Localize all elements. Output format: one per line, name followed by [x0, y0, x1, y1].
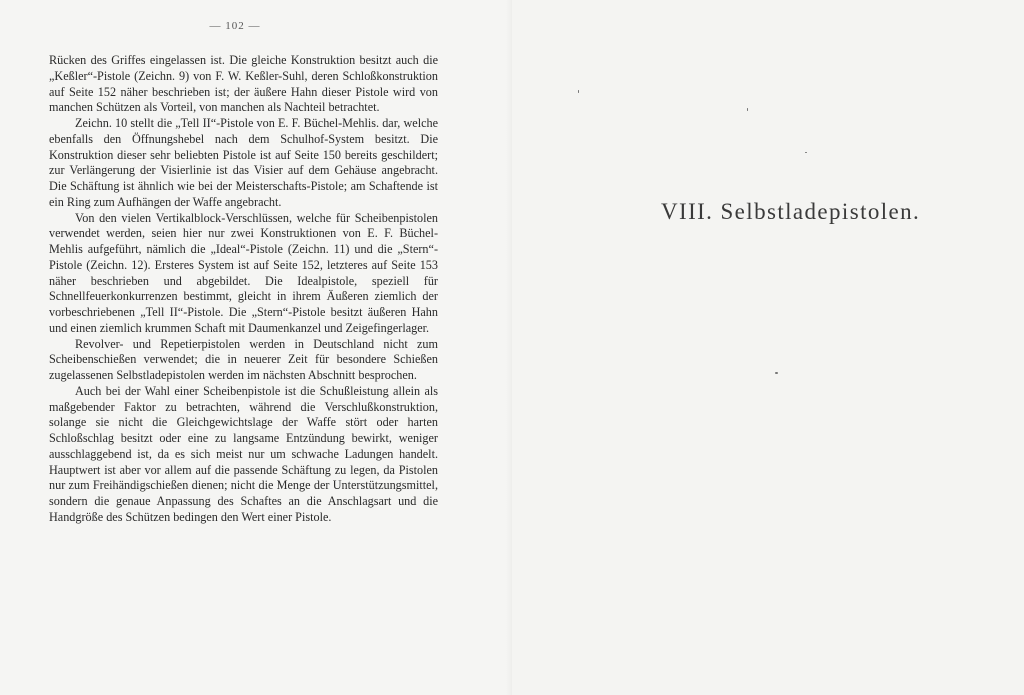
paper-speck: [775, 372, 778, 374]
paper-speck: [747, 108, 748, 111]
right-page: [512, 0, 1024, 695]
paragraph-2: Zeichn. 10 stellt die „Tell II“-Pistole von E. F. Büchel-Mehlis. dar, welche ebenfalls den Öffnungshebel nach dem Schulhof-System besitzt. Die Konstruktion dieser sehr beliebten Pistole ist auf Seite 150 bereits geschildert; zur Verlängerung der Visierlinie ist das Visier auf dem Gehäuse angebracht. Die Schäftung ist ähnlich wie bei der Meisterschafts-Pistole; am Schaftende ist ein Ring zum Aufhängen der Waffe angebracht.: [49, 116, 438, 209]
paragraph-3: Von den vielen Vertikalblock-Verschlüssen, welche für Scheibenpistolen verwendet werden, seien hier nur zwei Konstruktionen von E. F. Büchel-Mehlis aufgeführt, nämlich die „Ideal“-Pistole (Zeichn. 11) und die „Stern“-Pistole (Zeichn. 12). Ersteres System ist auf Seite 152, letzteres auf Seite 153 näher beschrieben und abgebildet. Die Idealpistole, speziell für Schnellfeuerkonkurrenzen bestimmt, gleicht in ihrem Äußeren ziemlich der vorbeschriebenen „Tell II“-Pistole. Die „Stern“-Pistole besitzt äußeren Hahn und einen ziemlich krummen Schaft mit Daumenkanzel und Zeigefingerlager.: [49, 210, 438, 335]
body-text: [49, 53, 438, 526]
paper-speck: [578, 90, 579, 93]
page-number: — 102 —: [209, 20, 261, 32]
paragraph-1: Rücken des Griffes eingelassen ist. Die gleiche Konstruktion besitzt auch die „Keßler“-Pistole (Zeichn. 9) von F. W. Keßler-Suhl, deren Schloßkonstruktion auf Seite 152 näher beschrieben ist; der äußere Hahn dieser Pistole wird von manchen Schützen als Vorteil, von manchen als Nachteil betrachtet.: [49, 53, 438, 115]
chapter-heading: VIII. Selbstladepistolen.: [661, 199, 921, 224]
paragraph-4: Revolver- und Repetierpistolen werden in Deutschland nicht zum Scheibenschießen verwendet; die in neuerer Zeit für besondere Schießen zugelassenen Selbstladepistolen werden im nächsten Abschnitt besprochen.: [49, 336, 438, 382]
paragraph-5: Auch bei der Wahl einer Scheibenpistole ist die Schußleistung allein als maßgebender Faktor zu betrachten, während die Verschlußkonstruktion, solange sie nicht die Gleichgewichtslage der Waffe stört oder harten Schloßschlag besitzt oder eine zu langsame Entzündung bewirkt, weniger ausschlaggebend ist, da es sich meist nur um schwache Ladungen handelt. Hauptwert ist aber vor allem auf die passende Schäftung zu legen, da Pistolen nur zum Freihändigschießen dienen; nicht die Menge der Unterstützungsmittel, sondern die genaue Anpassung des Schaftes an die Anschlagsart und die Handgröße des Schützen bedingen den Wert einer Pistole.: [49, 383, 438, 524]
paper-speck: [805, 152, 807, 153]
